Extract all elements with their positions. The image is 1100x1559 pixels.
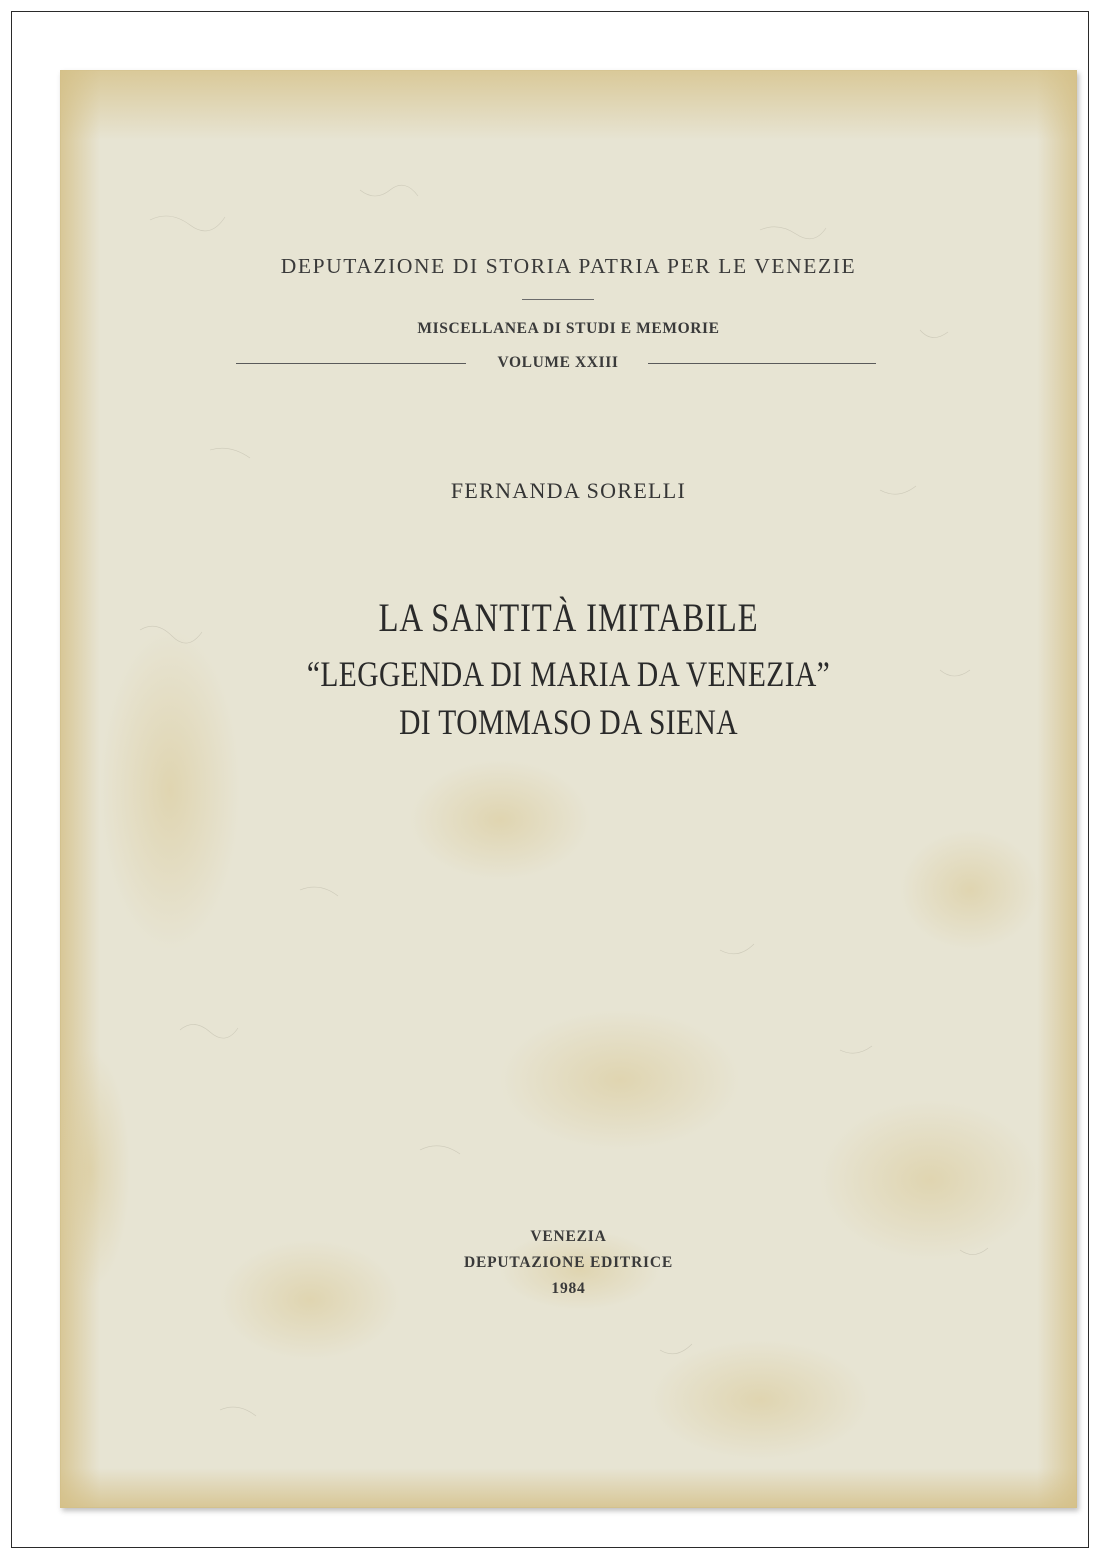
volume-row <box>236 351 876 375</box>
publisher-name: DEPUTAZIONE EDITRICE <box>463 1254 674 1271</box>
divider-short <box>522 299 594 300</box>
series-name: MISCELLANEA DI STUDI E MEMORIE <box>417 320 720 337</box>
book-cover <box>60 70 1077 1508</box>
institution-name: DEPUTAZIONE DI STORIA PATRIA PER LE VENEZIE <box>280 254 857 278</box>
title-line-1: LA SANTITÀ IMITABILE <box>378 595 759 640</box>
author-name: FERNANDA SORELLI <box>450 478 687 503</box>
volume-label: VOLUME XXIII <box>497 354 619 371</box>
publication-year: 1984 <box>551 1280 586 1297</box>
divider-right <box>648 363 876 364</box>
divider-left <box>236 363 466 364</box>
title-line-2: “LEGGENDA DI MARIA DA VENEZIA” <box>306 654 831 694</box>
photo-frame <box>11 11 1089 1548</box>
title-line-3: DI TOMMASO DA SIENA <box>399 702 738 742</box>
publisher-city: VENEZIA <box>530 1228 607 1245</box>
